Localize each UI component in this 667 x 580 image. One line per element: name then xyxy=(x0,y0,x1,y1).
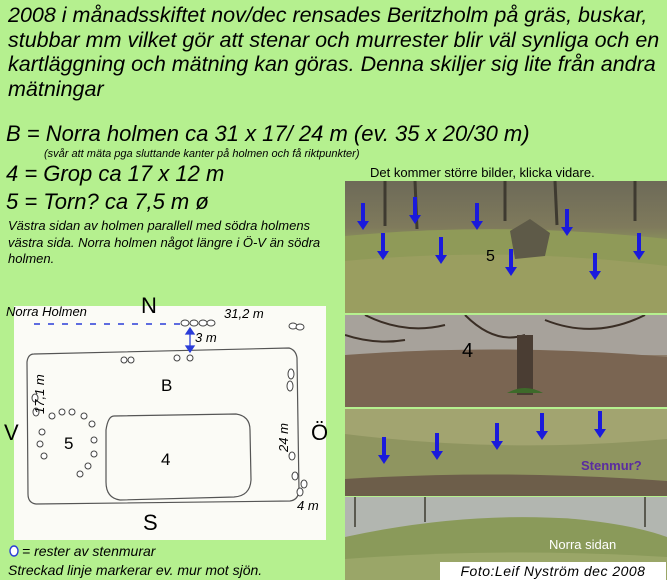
line-4: 4 = Grop ca 17 x 12 m xyxy=(6,161,225,186)
legend-line-2: Streckad linje markerar ev. mur mot sjön. xyxy=(8,562,263,578)
stone-icon xyxy=(8,545,22,557)
plan-label-5: 5 xyxy=(64,434,74,453)
plan-dim-right: 24 m xyxy=(276,423,291,452)
line-b-note: (svår att mäta pga sluttande kanter på holmen och få riktpunkter) xyxy=(44,148,360,160)
plan-dim-left: 17,1 m xyxy=(32,374,47,414)
photo-credit: Foto:Leif Nyström dec 2008 xyxy=(440,562,666,580)
legend xyxy=(8,542,262,580)
plan-south: S xyxy=(143,510,158,535)
plan-dim-4m: 4 m xyxy=(297,498,319,513)
plan-label-4: 4 xyxy=(161,450,171,469)
line-5: 5 = Torn? ca 7,5 m ø xyxy=(6,189,209,214)
plan-dim-3m: 3 m xyxy=(195,330,217,345)
plan-east: Ö xyxy=(311,420,329,445)
plan-title: Norra Holmen xyxy=(6,304,87,319)
line-b: B = Norra holmen ca 31 x 17/ 24 m (ev. 35 x 20/30 m) xyxy=(6,121,530,146)
photo-caption: Det kommer större bilder, klicka vidare. xyxy=(370,165,595,180)
site-plan-sketch xyxy=(4,293,329,540)
plan-label-b: B xyxy=(161,376,173,395)
plan-north: N xyxy=(141,293,157,318)
legend-line-1: = rester av stenmurar xyxy=(22,543,156,559)
photo-1-grassy-slope[interactable] xyxy=(345,181,667,313)
legend-row-1 xyxy=(8,542,262,561)
dim-3m-arrow xyxy=(186,328,194,352)
photo-3-stone-wall[interactable] xyxy=(345,409,667,496)
photo-2-pit-tree[interactable] xyxy=(345,315,667,407)
plan-dim-top: 31,2 m xyxy=(224,306,264,321)
photo-2-label: 4 xyxy=(462,340,474,362)
photo-1-label: 5 xyxy=(486,248,495,265)
photo-4-label: Norra sidan xyxy=(549,537,617,552)
plan-west: V xyxy=(4,420,19,445)
photo-3-label: Stenmur? xyxy=(581,458,642,473)
description: Västra sidan av holmen parallell med södra holmens västra sida. Norra holmen något längre i Ö-V än södra holmen. xyxy=(8,218,321,266)
intro-text: 2008 i månadsskiftet nov/dec rensades Beritzholm på gräs, buskar, stubbar mm vilket gör att stenar och murrester blir väl synliga och en kartläggning och mätning kan göras. Denna skiljer sig lite från andra mätningar xyxy=(8,3,660,101)
